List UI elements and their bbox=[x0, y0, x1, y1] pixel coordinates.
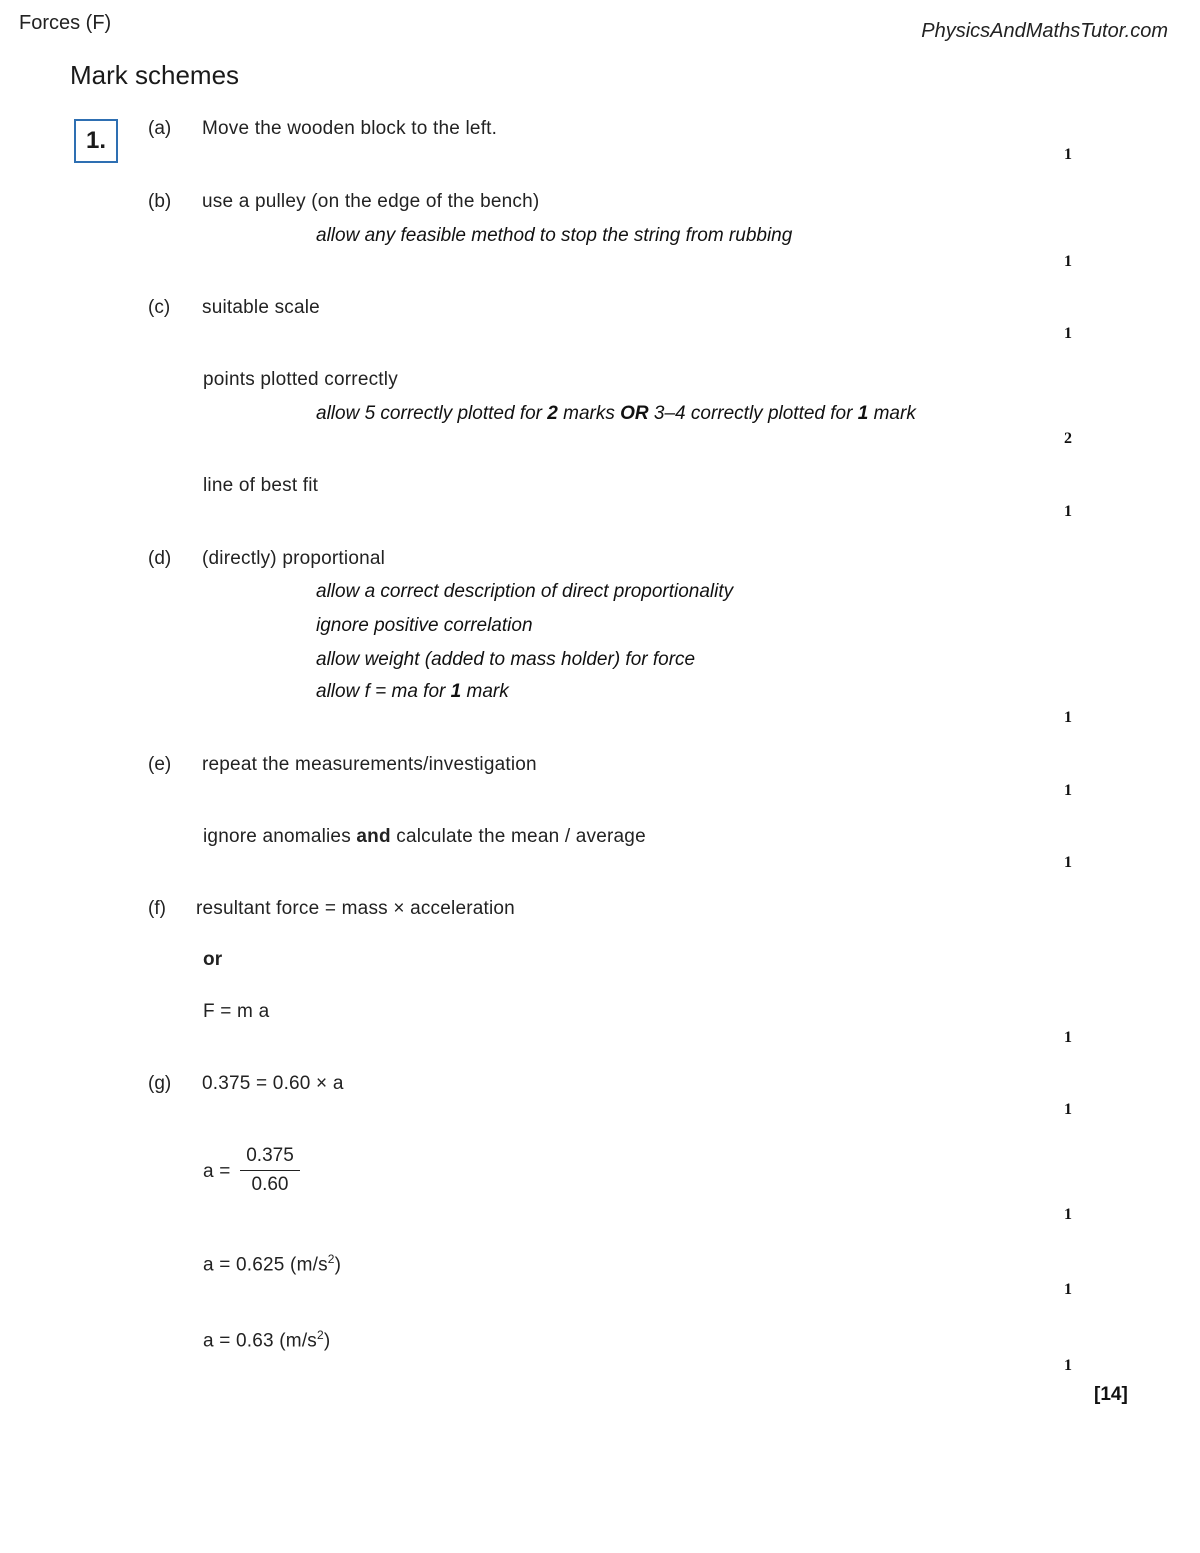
part-d-note-3: allow weight (added to mass holder) for force bbox=[316, 649, 696, 670]
part-d-note-2: ignore positive correlation bbox=[316, 615, 533, 636]
part-g-mark-4: 1 bbox=[1064, 1357, 1072, 1374]
fraction-numerator: 0.375 bbox=[246, 1145, 294, 1166]
part-b-label: (b) bbox=[148, 191, 172, 212]
part-d-note-4: allow f = ma for 1 mark bbox=[316, 681, 509, 702]
part-d-answer: (directly) proportional bbox=[202, 548, 386, 569]
part-d-note-1: allow a correct description of direct proportionality bbox=[316, 581, 734, 602]
part-b-answer: use a pulley (on the edge of the bench) bbox=[202, 191, 540, 212]
part-f-answer-symbols: F = m a bbox=[203, 1001, 270, 1022]
part-g-mark-3: 1 bbox=[1064, 1281, 1072, 1298]
part-c-mark-line: 1 bbox=[1064, 503, 1072, 520]
page-title: Mark schemes bbox=[70, 60, 240, 90]
part-e-mark-repeat: 1 bbox=[1064, 782, 1072, 799]
question-number-box bbox=[74, 119, 118, 163]
part-e-answer-mean: ignore anomalies and calculate the mean / average bbox=[203, 826, 646, 847]
part-f-mark: 1 bbox=[1064, 1029, 1072, 1046]
question-number: 1. bbox=[85, 127, 106, 154]
part-g-label: (g) bbox=[148, 1073, 172, 1094]
part-g-step-2-prefix: a = bbox=[203, 1161, 231, 1182]
part-g-mark-2: 1 bbox=[1064, 1206, 1072, 1223]
fraction-bar bbox=[240, 1170, 300, 1171]
part-c-mark-points: 2 bbox=[1064, 430, 1072, 447]
part-g-step-3: a = 0.625 $(m/s^2)$ bbox=[203, 1252, 342, 1276]
part-a-label: (a) bbox=[148, 118, 172, 139]
part-c-answer-line: line of best fit bbox=[203, 475, 319, 496]
part-b-note: allow any feasible method to stop the string from rubbing bbox=[316, 225, 793, 246]
part-g-step-1: 0.375 = 0.60 × a bbox=[202, 1073, 344, 1094]
part-e-answer-repeat: repeat the measurements/investigation bbox=[202, 754, 537, 775]
part-e-mark-mean: 1 bbox=[1064, 854, 1072, 871]
part-b-mark: 1 bbox=[1064, 253, 1072, 270]
total-marks: [14] bbox=[1094, 1384, 1128, 1405]
part-g-mark-1: 1 bbox=[1064, 1101, 1072, 1118]
part-g-step-4: a = 0.63 $(m/s^2)$ bbox=[203, 1328, 331, 1352]
part-f-answer-words: resultant force = mass × acceleration bbox=[196, 898, 515, 919]
part-g-fraction bbox=[240, 1145, 300, 1196]
header-subject: Forces (F) bbox=[19, 12, 112, 34]
header-site: PhysicsAndMathsTutor.com bbox=[921, 20, 1168, 42]
part-c-mark-scale: 1 bbox=[1064, 325, 1072, 342]
part-e-label: (e) bbox=[148, 754, 172, 775]
part-c-answer-scale: suitable scale bbox=[202, 297, 320, 318]
part-f-or: or bbox=[203, 949, 223, 970]
part-c-label: (c) bbox=[148, 297, 171, 318]
part-f-label: (f) bbox=[148, 898, 166, 919]
fraction-denominator: 0.60 bbox=[251, 1174, 289, 1195]
part-a-answer: Move the wooden block to the left. bbox=[202, 118, 498, 139]
part-d-label: (d) bbox=[148, 548, 172, 569]
part-c-answer-points: points plotted correctly bbox=[203, 369, 398, 390]
part-d-mark: 1 bbox=[1064, 709, 1072, 726]
part-c-note-points: allow 5 correctly plotted for 2 marks OR 3–4 correctly plotted for 1 mark bbox=[316, 403, 916, 424]
part-a-mark: 1 bbox=[1064, 146, 1072, 163]
